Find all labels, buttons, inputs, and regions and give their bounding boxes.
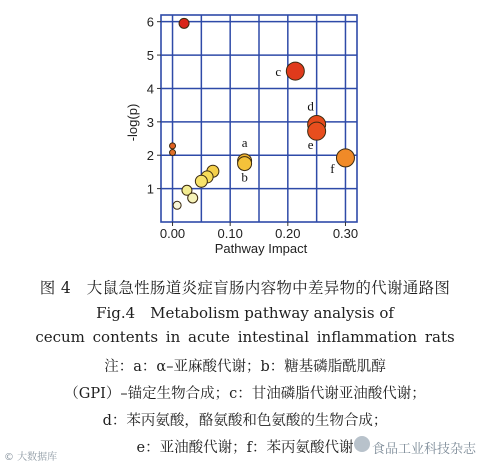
figure-note-line-2: （GPI）–锚定生物合成；c：甘油磷脂代谢亚油酸代谢； xyxy=(64,386,426,402)
watermark-left: © 大数据库 xyxy=(4,452,58,463)
data-point xyxy=(188,193,198,203)
x-tick-label: 0.00 xyxy=(159,226,186,241)
figure-caption-english-line-2: cecum contents in acute intestinal inflammation rats xyxy=(35,328,455,346)
y-tick-label: 3 xyxy=(146,114,154,130)
data-point-label: b xyxy=(241,169,248,185)
y-tick-label: 6 xyxy=(146,14,154,30)
data-point-label: c xyxy=(275,64,282,80)
data-point-label: a xyxy=(241,134,248,150)
data-point xyxy=(195,175,207,187)
data-point-label: e xyxy=(307,137,314,153)
y-tick-label: 2 xyxy=(146,148,154,164)
data-point xyxy=(179,18,189,28)
wechat-icon xyxy=(354,436,370,452)
data-point-f xyxy=(336,149,354,167)
figure-note-line-3: d：苯丙氨酸，酪氨酸和色氨酸的生物合成； xyxy=(102,413,388,429)
data-point xyxy=(170,150,176,156)
data-point-label: f xyxy=(330,160,335,176)
figure-caption-chinese: 图 4 大鼠急性肠道炎症盲肠内容物中差异物的代谢通路图 xyxy=(39,279,451,297)
data-point-label: d xyxy=(307,98,314,114)
x-tick-label: 0.10 xyxy=(217,226,243,241)
figure-caption-english-line-1: Fig.4 Metabolism pathway analysis of xyxy=(96,304,394,322)
x-tick-label: 0.30 xyxy=(332,226,359,241)
figure-note-line-1: 注：a：α–亚麻酸代谢；b：糖基磷脂酰肌醇 xyxy=(104,359,386,375)
figure-note-line-4: e：亚油酸代谢；f：苯丙氨酸代谢 xyxy=(136,440,354,456)
x-axis-label: Pathway Impact xyxy=(214,241,308,256)
y-tick-label: 4 xyxy=(146,81,154,97)
y-tick-label: 1 xyxy=(146,181,154,197)
data-point xyxy=(170,143,176,149)
x-tick-label: 0.20 xyxy=(275,226,301,241)
data-point-b xyxy=(238,157,252,171)
y-tick-label: 5 xyxy=(146,48,154,64)
y-axis-label: -log(p) xyxy=(125,103,140,142)
data-point-c xyxy=(286,62,304,80)
watermark-right: 食品工业科技杂志 xyxy=(372,442,477,457)
data-point xyxy=(173,201,181,209)
